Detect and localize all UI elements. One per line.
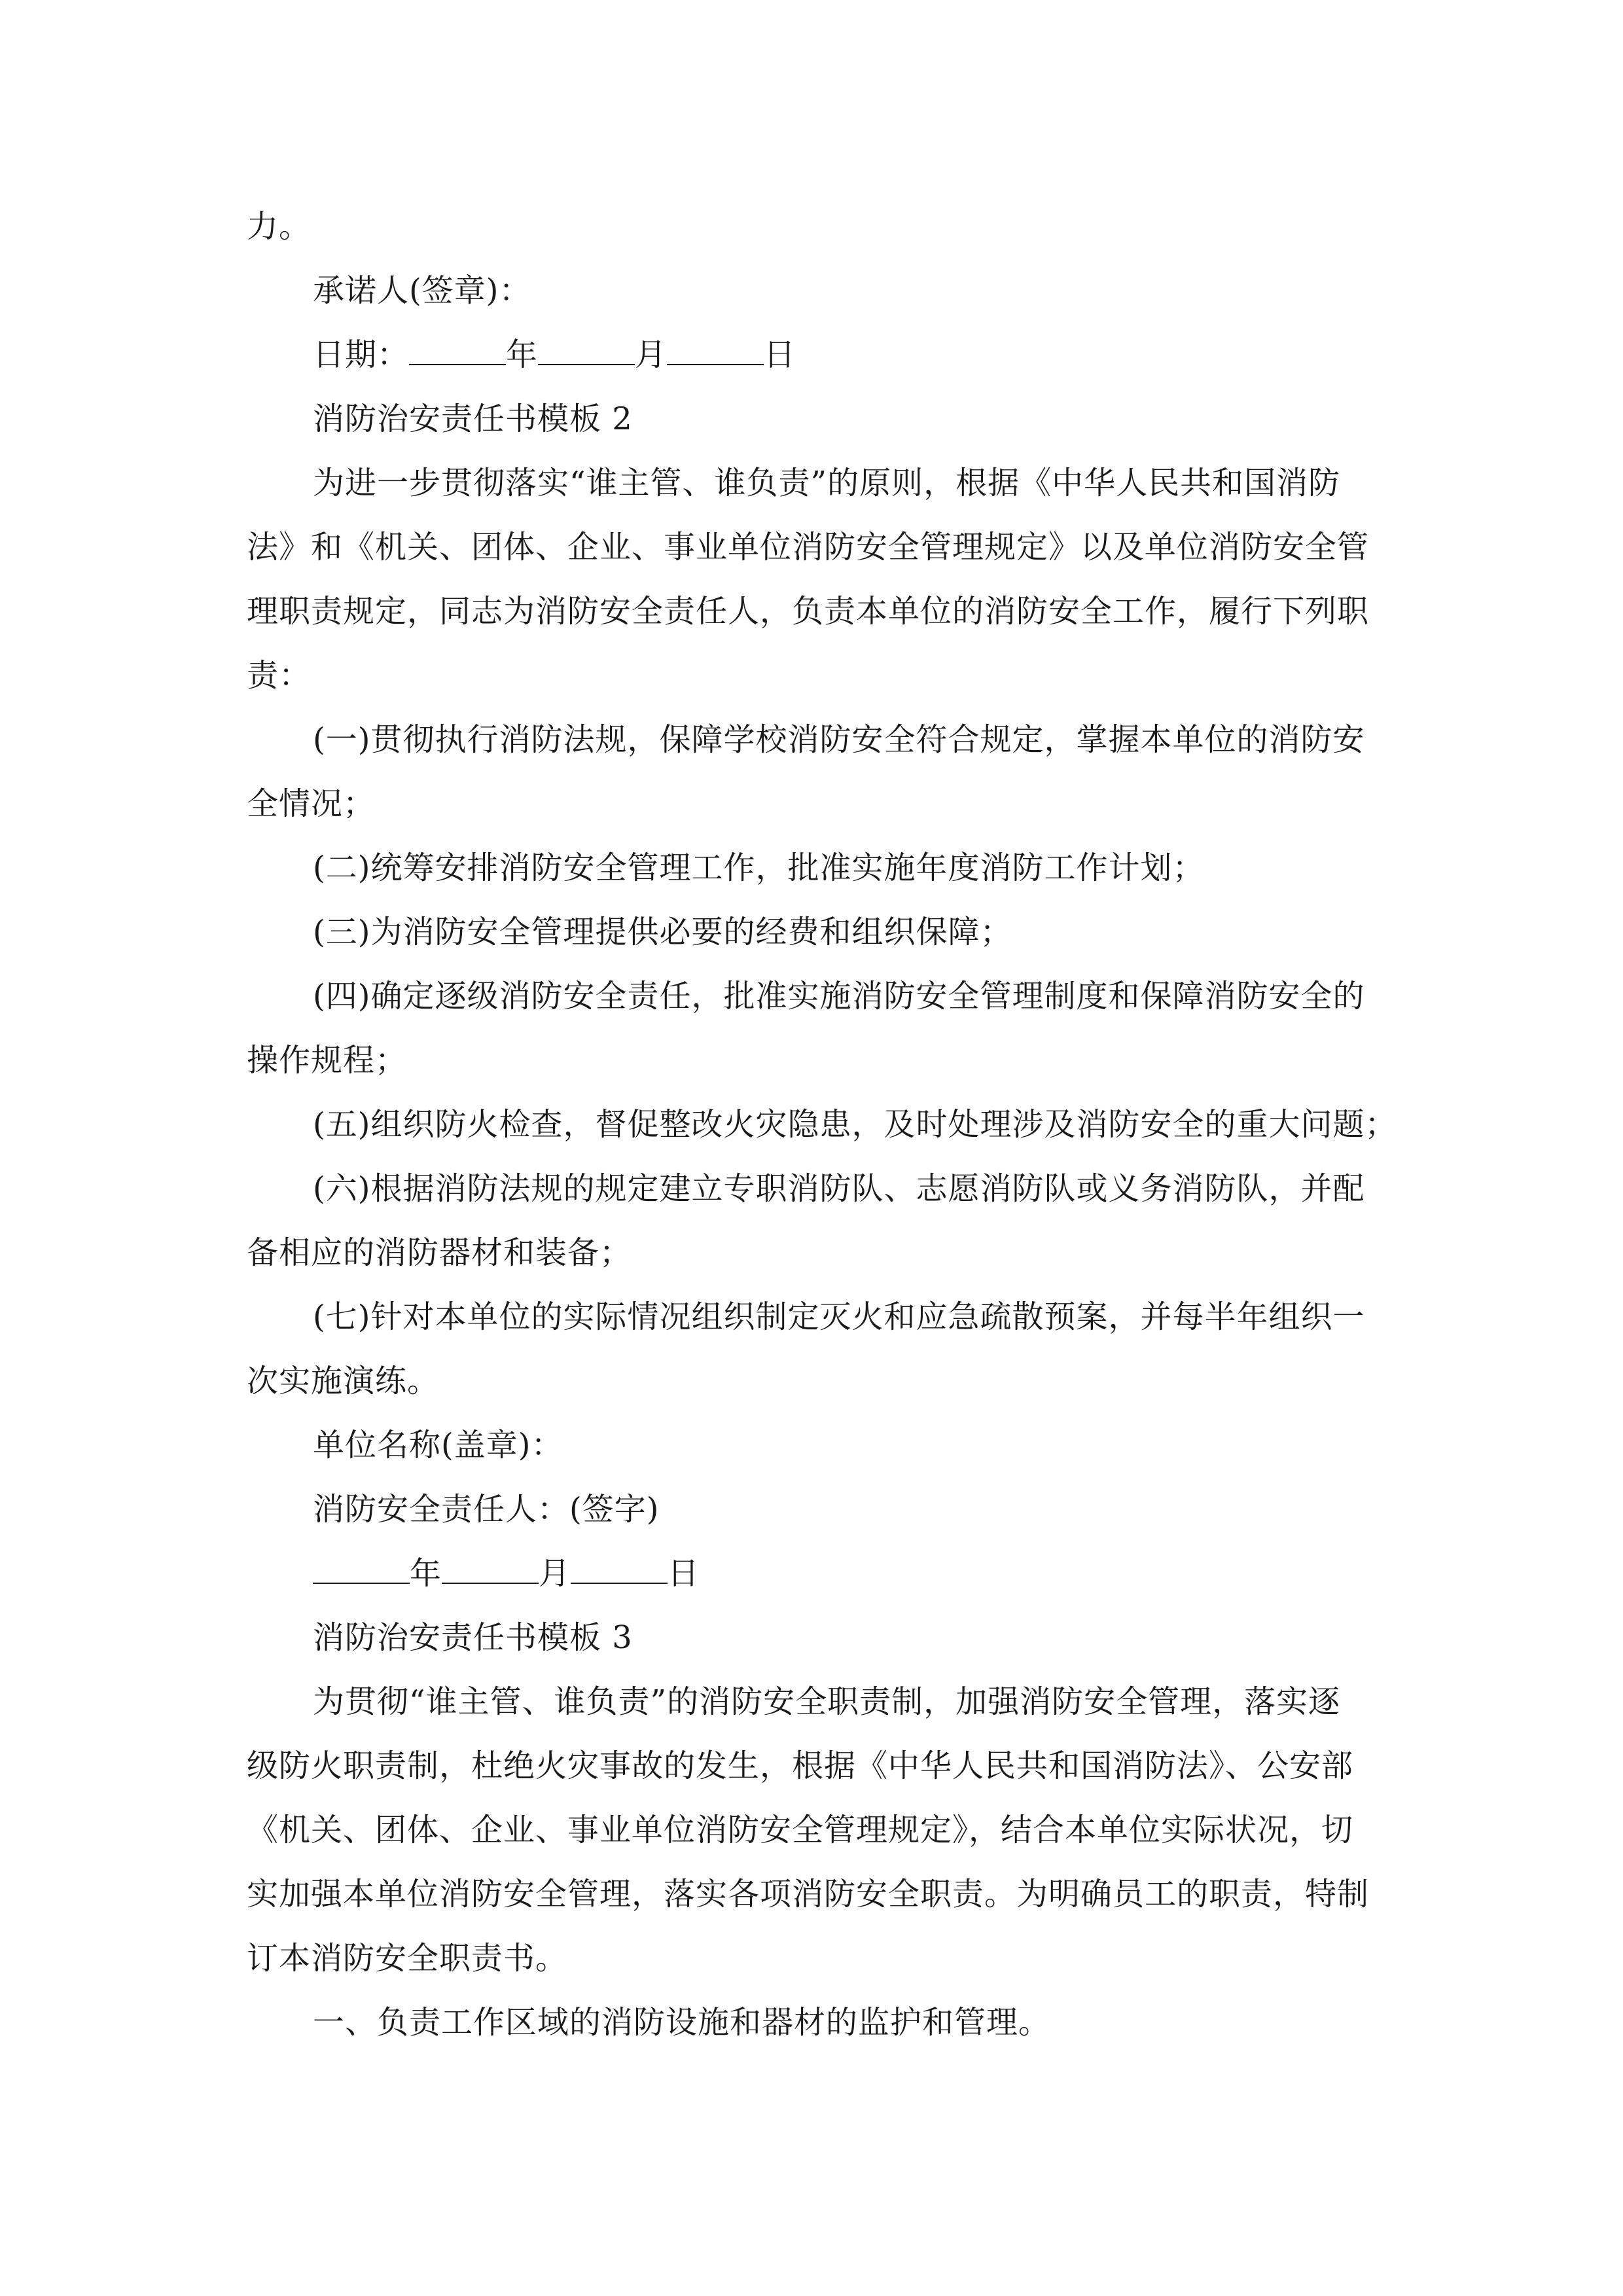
promisor-signature-label: 承诺人(签章)：	[313, 272, 531, 309]
text-line: 力。	[247, 208, 312, 245]
paragraph-line: 法》和《机关、团体、企业、事业单位消防安全管理规定》以及单位消防安全管	[247, 529, 1370, 565]
date-line	[313, 1554, 700, 1593]
paragraph-line: 《机关、团体、企业、事业单位消防安全管理规定》，结合本单位实际状况，切	[247, 1812, 1354, 1848]
list-item: (三)为消防安全管理提供必要的经费和组织保障；	[313, 914, 1012, 950]
paragraph-line: 实加强本单位消防安全管理，落实各项消防安全职责。为明确员工的职责，特制	[247, 1876, 1370, 1912]
day-blank	[571, 1556, 668, 1584]
paragraph-line: 一、负责工作区域的消防设施和器材的监护和管理。	[313, 2004, 1051, 2041]
day-label: 日	[764, 336, 796, 373]
month-blank	[538, 338, 635, 365]
paragraph-line: 为贯彻“谁主管、谁负责”的消防安全职责制，加强消防安全管理，落实逐	[313, 1683, 1341, 1720]
unit-seal-label: 单位名称(盖章)：	[313, 1427, 563, 1463]
date-line	[313, 335, 796, 374]
list-item: (六)根据消防法规的规定建立专职消防队、志愿消防队或义务消防队，并配	[313, 1170, 1365, 1207]
year-label: 年	[410, 1555, 442, 1592]
section-title: 消防治安责任书模板 2	[313, 401, 633, 437]
list-item-continuation: 次实施演练。	[247, 1363, 440, 1399]
list-item: (一)贯彻执行消防法规，保障学校消防安全符合规定，掌握本单位的消防安	[313, 721, 1365, 758]
year-blank	[313, 1556, 410, 1584]
list-item-continuation: 全情况；	[247, 785, 376, 822]
month-blank	[442, 1556, 539, 1584]
list-item: (五)组织防火检查，督促整改火灾隐患，及时处理涉及消防安全的重大问题；	[313, 1106, 1397, 1143]
responsible-person-label: 消防安全责任人：(签字)	[313, 1491, 660, 1528]
paragraph-line: 级防火职责制，杜绝火灾事故的发生，根据《中华人民共和国消防法》、公安部	[247, 1748, 1354, 1784]
list-item: (四)确定逐级消防安全责任，批准实施消防安全管理制度和保障消防安全的	[313, 978, 1365, 1014]
paragraph-line: 责：	[247, 657, 312, 694]
year-blank	[409, 338, 506, 365]
paragraph-line: 订本消防安全职责书。	[247, 1940, 568, 1977]
month-label: 月	[539, 1555, 571, 1592]
list-item-continuation: 备相应的消防器材和装备；	[247, 1234, 632, 1271]
list-item-continuation: 操作规程；	[247, 1042, 408, 1079]
section-title: 消防治安责任书模板 3	[313, 1619, 633, 1656]
list-item: (二)统筹安排消防安全管理工作，批准实施年度消防工作计划；	[313, 850, 1205, 886]
list-item: (七)针对本单位的实际情况组织制定灭火和应急疏散预案，并每半年组织一	[313, 1299, 1365, 1335]
day-blank	[667, 338, 764, 365]
date-label: 日期：	[313, 336, 410, 373]
year-label: 年	[506, 336, 539, 373]
paragraph-line: 为进一步贯彻落实“谁主管、谁负责”的原则，根据《中华人民共和国消防	[313, 465, 1341, 501]
month-label: 月	[635, 336, 668, 373]
paragraph-line: 理职责规定，同志为消防安全责任人，负责本单位的消防安全工作，履行下列职	[247, 593, 1370, 630]
day-label: 日	[668, 1555, 700, 1592]
